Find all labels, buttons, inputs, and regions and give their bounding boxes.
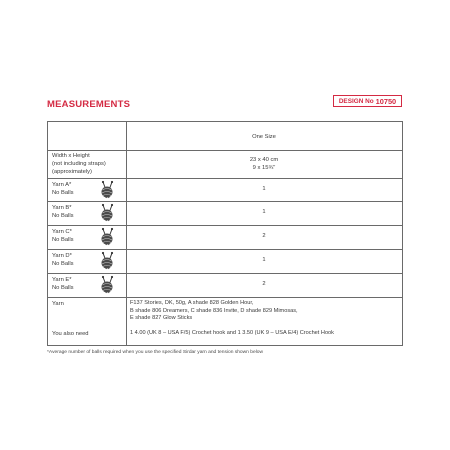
size-label-line: Width x Height <box>52 153 90 159</box>
yarn-name: Yarn D* <box>52 253 72 259</box>
size-header: One Size <box>252 134 276 140</box>
row-divider <box>48 150 402 151</box>
row-divider <box>48 225 402 226</box>
yarn-name: Yarn C* <box>52 229 72 235</box>
yarn-ball-with-needles-icon <box>97 180 117 200</box>
row-divider <box>48 201 402 202</box>
measurements-table <box>47 121 403 346</box>
yarn-e-balls: 2 <box>262 281 266 287</box>
yarn-name: Yarn E* <box>52 277 72 283</box>
yarn-a-label <box>52 181 74 197</box>
size-value-in: 9 x 15¾" <box>252 165 276 171</box>
yarn-a-balls: 1 <box>262 186 266 192</box>
yarn-e-label <box>52 276 74 292</box>
size-label-line: (not including straps) <box>52 161 106 167</box>
design-number-badge <box>333 95 402 107</box>
balls-label: No Balls <box>52 285 74 291</box>
design-number: 10750 <box>375 96 397 106</box>
yarn-ball-with-needles-icon <box>97 251 117 271</box>
yarn-c-label <box>52 228 74 244</box>
yarn-ball-with-needles-icon <box>97 203 117 223</box>
balls-label: No Balls <box>52 261 74 267</box>
size-label <box>52 152 106 176</box>
yarn-ball-with-needles-icon <box>97 275 117 295</box>
balls-label: No Balls <box>52 213 74 219</box>
row-divider <box>48 297 402 298</box>
measurements-heading: MEASUREMENTS <box>47 99 131 110</box>
yarn-d-balls: 1 <box>262 257 266 263</box>
size-value <box>126 156 402 172</box>
yarn-description-line: F137 Stories, DK, 50g, A shade 828 Golden Hour, <box>130 300 254 306</box>
yarn-name: Yarn A* <box>52 182 72 188</box>
yarn-description-line: B shade 806 Dreamers, C shade 836 Invite, D shade 829 Mimosas, <box>130 307 298 314</box>
yarn-description <box>130 300 298 323</box>
yarn-d-label <box>52 252 74 268</box>
also-need-text: 1 4.00 (UK 8 – USA F/5) Crochet hook and 1 3.50 (UK 9 – USA E/4) Crochet Hook <box>130 330 334 336</box>
yarn-description-line: E shade 827 Glow Sticks <box>130 315 193 322</box>
row-divider <box>48 178 402 179</box>
design-label: DESIGN No <box>338 97 374 105</box>
row-divider <box>48 273 402 274</box>
yarn-label: Yarn <box>52 301 64 307</box>
yarn-ball-with-needles-icon <box>97 227 117 247</box>
yarn-b-label <box>52 204 74 220</box>
row-divider <box>48 249 402 250</box>
yarn-name: Yarn B* <box>52 205 72 211</box>
footnote: *Average number of balls required when you use the specified Sirdar yarn and tension shown below <box>47 350 264 355</box>
also-need-label: You also need <box>52 331 89 337</box>
size-label-line: (approximately) <box>52 169 92 175</box>
balls-label: No Balls <box>52 237 74 243</box>
balls-label: No Balls <box>52 190 74 196</box>
size-value-cm: 23 x 40 cm <box>249 157 279 163</box>
yarn-c-balls: 2 <box>262 233 266 239</box>
yarn-b-balls: 1 <box>262 209 266 215</box>
